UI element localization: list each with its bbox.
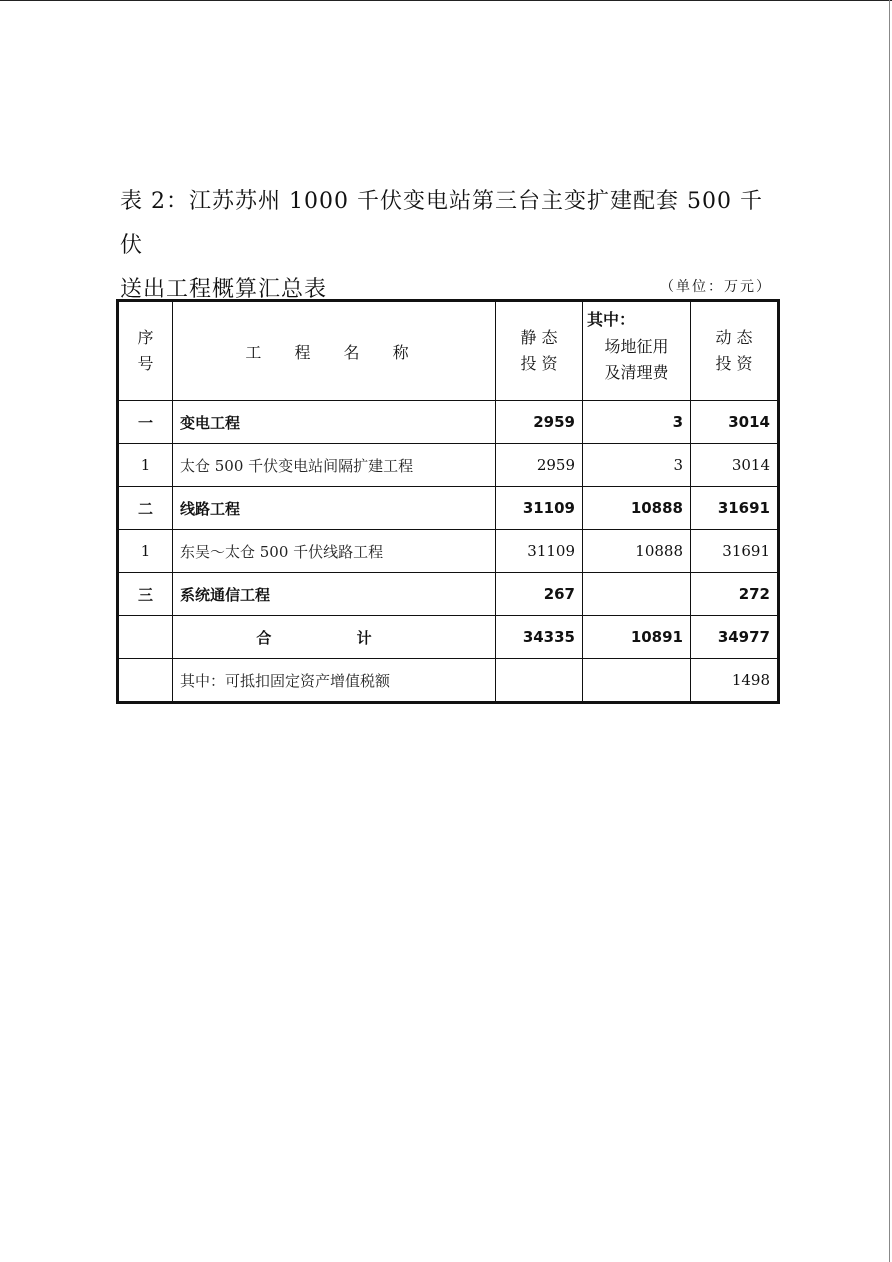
total-row <box>118 616 779 659</box>
row-name: 线路工程 <box>173 487 496 530</box>
row-index: 1 <box>118 444 173 487</box>
row-static: 2959 <box>496 444 583 487</box>
page-right-border <box>889 0 890 1262</box>
row-dynamic: 272 <box>691 573 779 616</box>
row-name: 东吴～太仓 500 千伏线路工程 <box>173 530 496 573</box>
table-row <box>118 530 779 573</box>
total-label: 合 计 <box>173 616 496 659</box>
table-row <box>118 444 779 487</box>
row-index: 1 <box>118 530 173 573</box>
row-name: 变电工程 <box>173 401 496 444</box>
unit-note: （单位：万元） <box>660 279 772 295</box>
table-row <box>118 487 779 530</box>
title-line-1: 表 2：江苏苏州 1000 千伏变电站第三台主变扩建配套 500 千伏 <box>120 189 763 258</box>
row-land: 10888 <box>583 487 691 530</box>
row-land: 10891 <box>583 616 691 659</box>
row-name: 系统通信工程 <box>173 573 496 616</box>
row-dynamic: 1498 <box>691 659 779 703</box>
row-static: 31109 <box>496 530 583 573</box>
row-dynamic: 3014 <box>691 401 779 444</box>
row-land: 10888 <box>583 530 691 573</box>
header-row <box>118 301 779 401</box>
row-land: 3 <box>583 444 691 487</box>
row-static: 2959 <box>496 401 583 444</box>
row-index <box>118 616 173 659</box>
row-static: 34335 <box>496 616 583 659</box>
row-static: 31109 <box>496 487 583 530</box>
row-index: 一 <box>118 401 173 444</box>
table-row <box>118 573 779 616</box>
row-index: 二 <box>118 487 173 530</box>
header-index: 序 号 <box>118 301 173 401</box>
row-name: 太仓 500 千伏变电站间隔扩建工程 <box>173 444 496 487</box>
vat-row <box>118 659 779 703</box>
row-dynamic: 31691 <box>691 487 779 530</box>
header-name: 工 程 名 称 <box>173 301 496 401</box>
row-dynamic: 34977 <box>691 616 779 659</box>
row-land: 3 <box>583 401 691 444</box>
row-land <box>583 659 691 703</box>
row-dynamic: 31691 <box>691 530 779 573</box>
row-index <box>118 659 173 703</box>
header-static-investment: 静 态 投 资 <box>496 301 583 401</box>
row-name: 其中：可抵扣固定资产增值税额 <box>173 659 496 703</box>
header-land-cost: 其中： 场地征用 及清理费 <box>583 301 691 401</box>
budget-summary-table <box>116 299 780 704</box>
table-row <box>118 401 779 444</box>
row-land <box>583 573 691 616</box>
header-dynamic-investment: 动 态 投 资 <box>691 301 779 401</box>
row-static <box>496 659 583 703</box>
title-line-2: 送出工程概算汇总表 <box>120 277 328 302</box>
row-static: 267 <box>496 573 583 616</box>
page-top-border <box>0 0 892 1</box>
row-dynamic: 3014 <box>691 444 779 487</box>
row-index: 三 <box>118 573 173 616</box>
